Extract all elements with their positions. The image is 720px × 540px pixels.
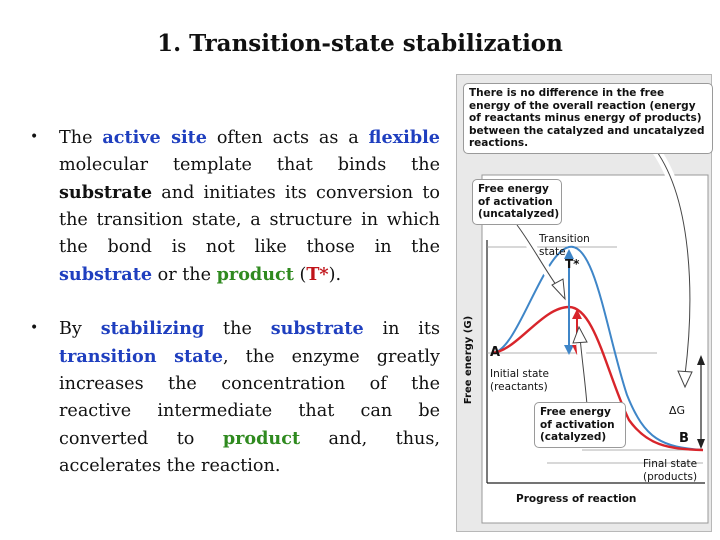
uncatalyzed-activation-label: Free energy of activation (uncatalyzed): [472, 179, 562, 225]
b2-substrate: substrate: [270, 318, 364, 339]
bullet-stabilizing: [30, 315, 440, 480]
final-state-label: Final state (products): [643, 458, 698, 483]
initial-state-label: Initial state (reactants): [490, 368, 549, 393]
catalyzed-activation-label: Free energy of activation (catalyzed): [534, 402, 626, 448]
b1-text: (: [293, 265, 307, 285]
bullet-active-site: [30, 124, 440, 289]
state-a-label: A: [490, 345, 501, 360]
b1-product: product: [216, 264, 294, 285]
tstar-label: T*: [565, 257, 580, 271]
b2-text: in its: [363, 319, 441, 339]
b2-text: and, thus, accelerates the reaction.: [59, 429, 440, 476]
b1-text: molecular template that binds the: [59, 155, 440, 175]
energy-diagram: [456, 74, 712, 532]
delta-g-label: ΔG: [669, 404, 686, 417]
b2-transition-state: transition state: [59, 346, 223, 367]
b2-text: , the enzyme greatly increases the concentration of the reactive intermediate that can be converted to: [59, 347, 440, 449]
b1-text: often acts as a: [206, 128, 369, 148]
b1-text: and initiates its conversion to the transition state, a structure in which the bond is not like those in the: [59, 183, 440, 257]
b1-flexible: flexible: [368, 127, 440, 148]
b1-text: or the: [152, 265, 217, 285]
y-axis-label: Free energy (G): [463, 315, 474, 405]
b2-stabilizing: stabilizing: [100, 318, 205, 339]
b2-text: By: [59, 319, 101, 339]
state-b-label: B: [679, 431, 689, 446]
overall-reaction-note: There is no difference in the free energy of the overall reaction (energy of reactants minus energy of products) between the catalyzed and uncatalyzed reactions.: [463, 83, 713, 154]
b1-active-site: active site: [102, 127, 207, 148]
b1-text: The: [59, 128, 103, 148]
b1-text: ).: [328, 265, 342, 285]
b2-product: product: [222, 428, 301, 449]
x-axis-label: Progress of reaction: [516, 493, 637, 505]
slide-title: 1. Transition-state stabilization: [157, 30, 563, 57]
bullet-dot: •: [30, 129, 39, 145]
bullet-list: [30, 124, 440, 480]
b1-tstar: T*: [306, 264, 329, 285]
transition-state-label: Transition state: [539, 233, 590, 258]
b1-substrate: substrate: [59, 182, 153, 203]
b1-substrate-2: substrate: [59, 264, 153, 285]
b2-text: the: [204, 319, 271, 339]
bullet-dot: •: [30, 320, 39, 336]
